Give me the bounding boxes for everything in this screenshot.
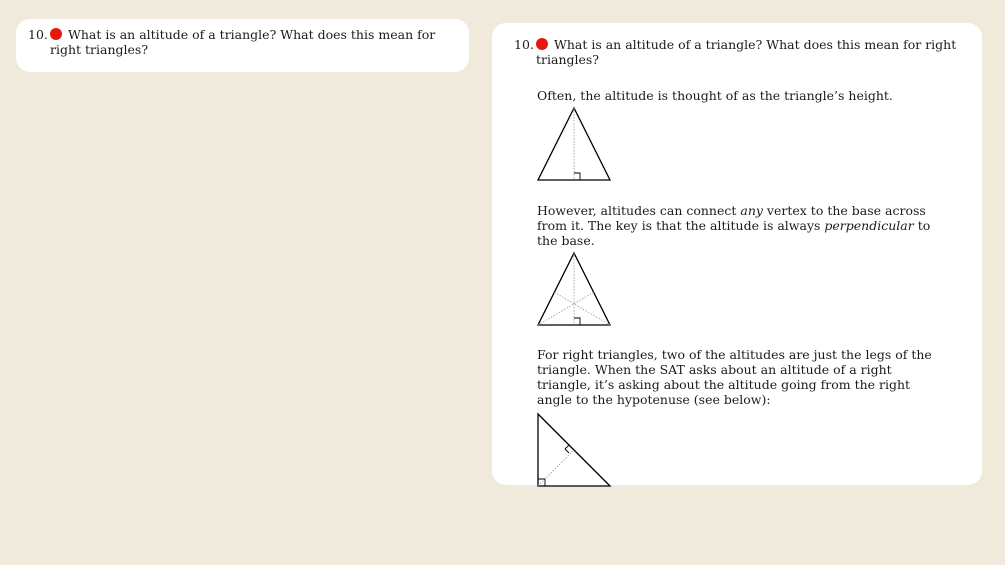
answer-question-body	[536, 37, 962, 67]
answer-card	[492, 23, 982, 485]
explanation-paragraph-2	[537, 203, 942, 248]
question-text: What is an altitude of a triangle? What does this mean for right triangles?	[50, 27, 436, 57]
red-dot-icon	[50, 28, 62, 40]
para2-emphasis-perpendicular: perpendicular	[824, 218, 914, 233]
explanation-paragraph-1: Often, the altitude is thought of as the triangle’s height.	[537, 88, 893, 103]
red-dot-icon	[536, 38, 548, 50]
right-angle-mark	[574, 173, 580, 180]
question-line	[28, 27, 457, 57]
para2-text-2: vertex to the base across from it. The key is that the altitude is always	[537, 203, 926, 233]
answer-question-text: What is an altitude of a triangle? What does this mean for right triangles?	[536, 37, 957, 67]
para2-text-3: to the base.	[537, 218, 931, 248]
triangle-three-altitudes-figure	[537, 251, 613, 327]
right-angle-mark	[574, 318, 580, 325]
right-triangle-figure	[537, 412, 613, 488]
para2-emphasis-any: any	[740, 203, 763, 218]
explanation-paragraph-3: For right triangles, two of the altitudes are just the legs of the triangle. When the SAT asks about an altitude of a right triangle, it’s asking about the altitude going from the right angle to the hypotenuse (see below):	[537, 347, 932, 407]
right-angle-mark-hypotenuse	[565, 445, 569, 453]
triangle-height-figure	[537, 106, 613, 182]
question-number: 10.	[28, 27, 48, 42]
question-card	[16, 19, 469, 72]
question-body	[50, 27, 457, 57]
answer-question-number: 10.	[514, 37, 534, 52]
para2-text-1: However, altitudes can connect	[537, 203, 741, 218]
answer-question-line	[514, 37, 962, 67]
altitude-to-hypotenuse	[538, 450, 574, 486]
